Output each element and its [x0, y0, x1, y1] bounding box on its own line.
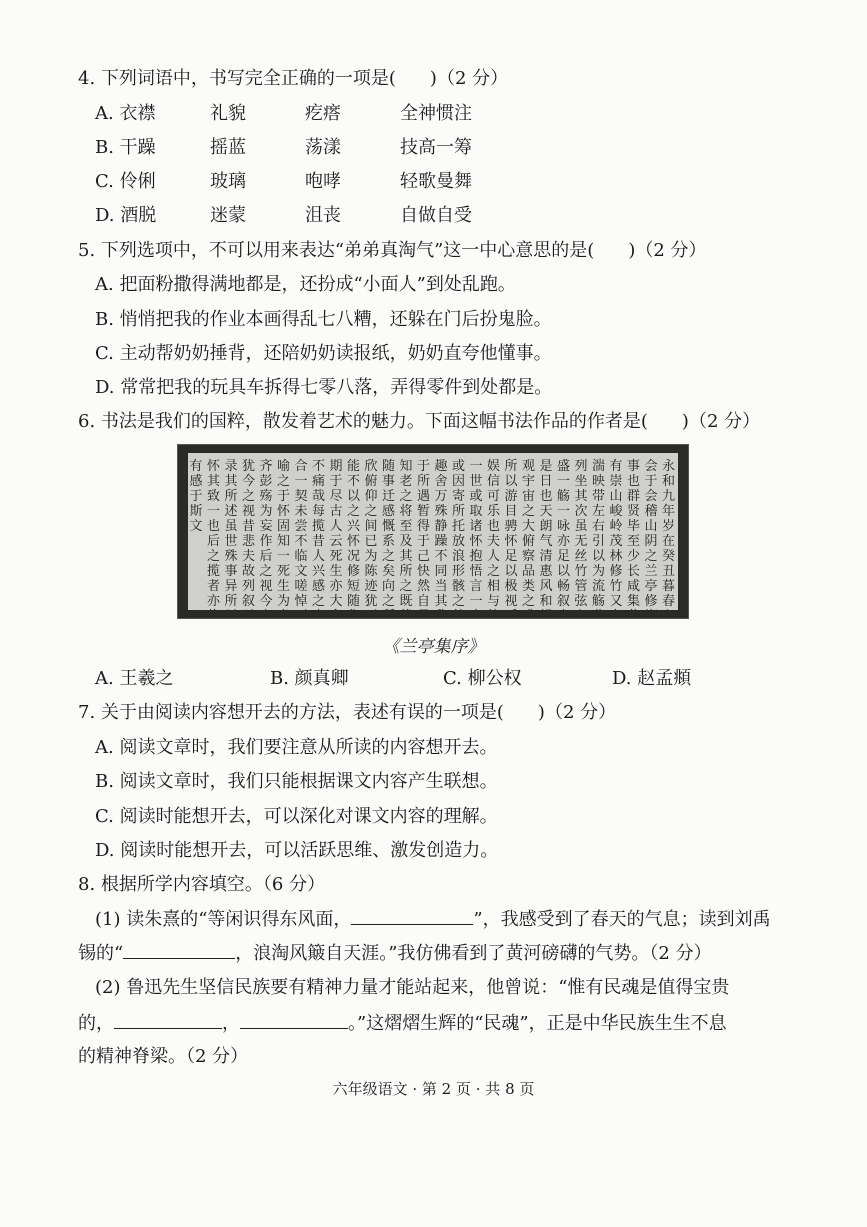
- question-5-stem: 5. 下列选项中，不可以用来表达“弟弟真淘气”这一中心意思的是( )（2 分）: [78, 240, 707, 261]
- calligraphy-column: 是日也天朗气清惠风和: [539, 459, 553, 609]
- q4-option-a: A. 衣襟 礼貌 疙瘩 全神惯注: [95, 103, 472, 124]
- calligraphy-column: 有崇山峻岭茂林修竹又: [609, 459, 623, 609]
- question-7-stem: 7. 关于由阅读内容想开去的方法，表述有误的一项是( )（2 分）: [78, 702, 617, 723]
- q5-option-d: D. 常常把我的玩具车拆得七零八落，弄得零件到处都是。: [95, 377, 553, 398]
- calligraphy-column: 湍映带左右引以为流觞: [592, 459, 606, 609]
- calligraphy-column: 娱信可乐也夫人之相与: [487, 459, 501, 609]
- calligraphy-column: 不痛哉每揽昔人兴感之: [312, 459, 326, 609]
- calligraphy-column: 怀其致一也后之揽者亦: [207, 459, 221, 609]
- page-footer: 六年级语文 · 第 2 页 · 共 8 页: [332, 1080, 535, 1098]
- q6-option-d: D. 赵孟頫: [612, 668, 692, 689]
- answer-blank-4[interactable]: [240, 1010, 348, 1029]
- calligraphy-column: 盛一觞一咏亦足以畅叙: [557, 459, 571, 609]
- q5-option-c: C. 主动帮奶奶捶背，还陪奶奶读报纸，奶奶直夸他懂事。: [95, 343, 552, 364]
- calligraphy-column: 期于尽古人云死生亦大: [329, 459, 343, 609]
- calligraphy-column: 合一契未尝不临文嗟悼: [294, 459, 308, 609]
- question-4-stem: 4. 下列词语中，书写完全正确的一项是( )（2 分）: [78, 68, 509, 89]
- calligraphy-column: 齐彭殇为妄作后之视今: [259, 459, 273, 609]
- calligraphy-column: 观宇宙之大俯察品类之: [522, 459, 536, 609]
- calligraphy-column: 有感于斯文: [189, 459, 203, 534]
- calligraphy-column: 喻之于怀固知一死生为: [277, 459, 291, 609]
- q5-option-a: A. 把面粉撒得满地都是，还扮成“小面人”到处乱跑。: [95, 274, 516, 295]
- calligraphy-column: 或因寄所托放浪形骸之: [452, 459, 466, 609]
- calligraphy-column: 永和九年岁在癸丑暮春: [662, 459, 676, 609]
- q8-part1-line1: (1) 读朱熹的“等闲识得东风面， ”，我感受到了春天的气息；读到刘禹: [95, 906, 771, 933]
- calligraphy-column: 欣俯仰之间已为陈迹犹: [364, 459, 378, 609]
- calligraphy-column: 于所遇暂得于己快然自: [417, 459, 431, 609]
- calligraphy-column: 犹今之视昔悲夫故列叙: [242, 459, 256, 609]
- answer-blank-3[interactable]: [114, 1010, 222, 1029]
- calligraphy-text-area: [188, 453, 678, 610]
- calligraphy-column: 事也群贤毕至少长咸集: [627, 459, 641, 609]
- calligraphy-column: 随事迁感慨系之矣向之: [382, 459, 396, 609]
- q4-option-b: B. 干躁 摇蓝 荡漾 技高一筹: [95, 137, 472, 158]
- calligraphy-column: 趣舍万殊静躁不同当其: [434, 459, 448, 609]
- calligraphy-image: [177, 444, 689, 619]
- calligraphy-column: 会于会稽山阴之兰亭修: [644, 459, 658, 609]
- calligraphy-column: 所以游目骋怀足以极视: [504, 459, 518, 609]
- calligraphy-column: 录其所述虽世殊事异所: [224, 459, 238, 609]
- answer-blank-1[interactable]: [351, 906, 473, 925]
- q6-options: [95, 666, 795, 692]
- q5-option-b: B. 悄悄把我的作业本画得乱七八糟，还躲在门后扮鬼脸。: [95, 309, 552, 330]
- q8-part2-line1: (2) 鲁迅先生坚信民族要有精神力量才能站起来，他曾说：“惟有民魂是值得宝贵: [95, 977, 730, 998]
- calligraphy-column: 知老之将至及其所之既: [399, 459, 413, 609]
- q8-part2-line2: 的， ， 。”这熠熠生辉的“民魂”，正是中华民族生生不息: [78, 1010, 727, 1037]
- question-8-stem: 8. 根据所学内容填空。（6 分）: [78, 874, 326, 895]
- calligraphy-column: 一世或取诸怀抱悟言一: [469, 459, 483, 609]
- calligraphy-column: 能不以之兴怀况修短随: [347, 459, 361, 609]
- q7-option-b: B. 阅读文章时，我们只能根据课文内容产生联想。: [95, 771, 498, 792]
- calligraphy-caption: 《兰亭集序》: [382, 637, 485, 657]
- q7-option-a: A. 阅读文章时，我们要注意从所读的内容想开去。: [95, 737, 498, 758]
- q7-option-d: D. 阅读时能想开去，可以活跃思维、激发创造力。: [95, 840, 499, 861]
- q6-option-a: A. 王羲之: [95, 668, 174, 689]
- q6-option-b: B. 颜真卿: [270, 668, 349, 689]
- q4-option-c: C. 伶俐 玻璃 咆哮 轻歌曼舞: [95, 171, 472, 192]
- answer-blank-2[interactable]: [123, 940, 235, 959]
- q8-part1-line2: 锡的“ ，浪淘风簸自天涯。”我仿佛看到了黄河磅礴的气势。（2 分）: [78, 940, 712, 967]
- q8-part2-line3: 的精神脊梁。（2 分）: [78, 1046, 249, 1067]
- question-6-stem: 6. 书法是我们的国粹，散发着艺术的魅力。下面这幅书法作品的作者是( )（2 分）: [78, 411, 761, 432]
- q7-option-c: C. 阅读时能想开去，可以深化对课文内容的理解。: [95, 806, 498, 827]
- q4-option-d: D. 酒脱 迷蒙 沮丧 自做自受: [95, 205, 472, 226]
- calligraphy-column: 列坐其次虽无丝竹管弦: [574, 459, 588, 609]
- q6-option-c: C. 柳公权: [443, 668, 522, 689]
